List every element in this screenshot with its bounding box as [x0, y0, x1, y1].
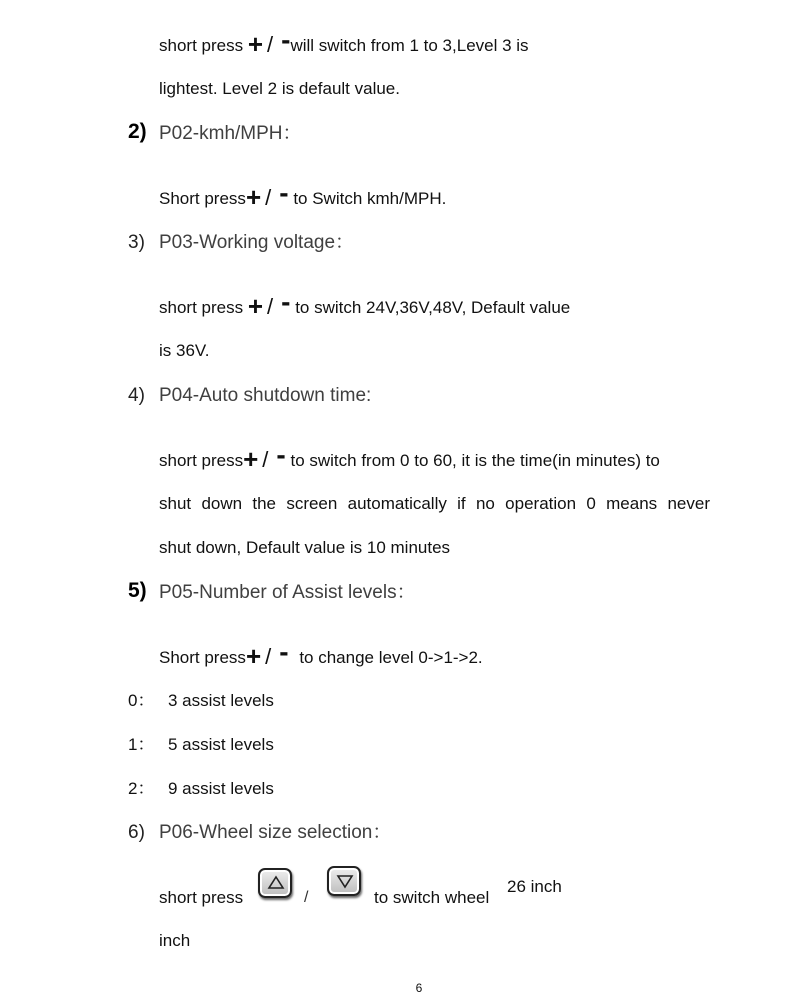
minus-symbol: - [281, 24, 291, 55]
word: means [606, 494, 658, 513]
p02-prefix: Short press [159, 189, 246, 208]
plus-symbol: + [245, 641, 262, 671]
p05-number: 5) [128, 579, 147, 602]
p03-prefix: short press [159, 298, 244, 317]
word: no [475, 494, 495, 513]
p05-suffix: to change level 0->1->2. [299, 648, 483, 667]
slash-symbol: / [267, 32, 274, 57]
p01-prefix: short press [159, 36, 244, 55]
level-key: 2： [128, 779, 155, 798]
down-triangle-button-icon [327, 866, 361, 896]
word: automatically [347, 494, 447, 513]
p03-number: 3) [128, 232, 145, 253]
plus-symbol: + [247, 29, 264, 59]
minus-symbol: - [279, 636, 289, 667]
p03-line-2: is 36V. [159, 341, 210, 360]
p03-line-1 [159, 286, 571, 321]
p02-number: 2) [128, 120, 147, 143]
level-key: 1： [128, 735, 155, 754]
p05-line [159, 636, 483, 671]
p04-line-2 [159, 494, 710, 514]
p01-suffix: will switch from 1 to 3,Level 3 is [290, 36, 529, 55]
word: if [457, 494, 466, 513]
p02-heading: P02-kmh/MPH： [159, 123, 302, 144]
slash-symbol: / [265, 185, 272, 210]
p06-slash: / [304, 889, 309, 906]
p06-heading: P06-Wheel size selection： [159, 822, 392, 843]
minus-symbol: - [281, 286, 291, 317]
word: the [252, 494, 277, 513]
word: screen [286, 494, 338, 513]
p04-line-3: shut down, Default value is 10 minutes [159, 538, 451, 557]
slash-symbol: / [262, 447, 269, 472]
p04-line-1 [159, 439, 660, 474]
minus-symbol: - [279, 177, 289, 208]
plus-symbol: + [247, 291, 264, 321]
p06-number: 6) [128, 822, 145, 843]
level-value: 5 assist levels [168, 735, 274, 754]
p06-line-2: inch [159, 931, 191, 950]
p03-heading: P03-Working voltage： [159, 232, 355, 253]
p04-suffix: to switch from 0 to 60, it is the time(in minutes) to [290, 451, 660, 470]
p04-number: 4) [128, 385, 145, 406]
minus-symbol: - [276, 439, 286, 470]
p06-prefix: short press [159, 888, 244, 907]
slash-symbol: / [267, 294, 274, 319]
p02-suffix: to Switch kmh/MPH. [293, 189, 447, 208]
slash-symbol: / [265, 644, 272, 669]
p04-heading: P04-Auto shutdown time: [159, 385, 372, 406]
word: operation [505, 494, 577, 513]
p05-heading: P05-Number of Assist levels： [159, 582, 416, 603]
plus-symbol: + [245, 182, 262, 212]
p01-line-1 [159, 24, 529, 59]
p06-suffix: to switch wheel [374, 888, 490, 907]
p02-line [159, 177, 447, 212]
level-key: 0： [128, 691, 155, 710]
level-value: 3 assist levels [168, 691, 274, 710]
page-number: 6 [415, 981, 423, 995]
wheel-size-label: 26 inch [507, 877, 562, 896]
word: never [667, 494, 710, 513]
p03-suffix: to switch 24V,36V,48V, Default value [295, 298, 571, 317]
up-triangle-button-icon [258, 868, 292, 898]
p05-prefix: Short press [159, 648, 246, 667]
p04-prefix: short press [159, 451, 244, 470]
word: down [201, 494, 243, 513]
word: 0 [586, 494, 596, 513]
word: shut [159, 494, 192, 513]
p01-line-2: lightest. Level 2 is default value. [159, 79, 400, 98]
level-value: 9 assist levels [168, 779, 274, 798]
plus-symbol: + [243, 444, 259, 474]
